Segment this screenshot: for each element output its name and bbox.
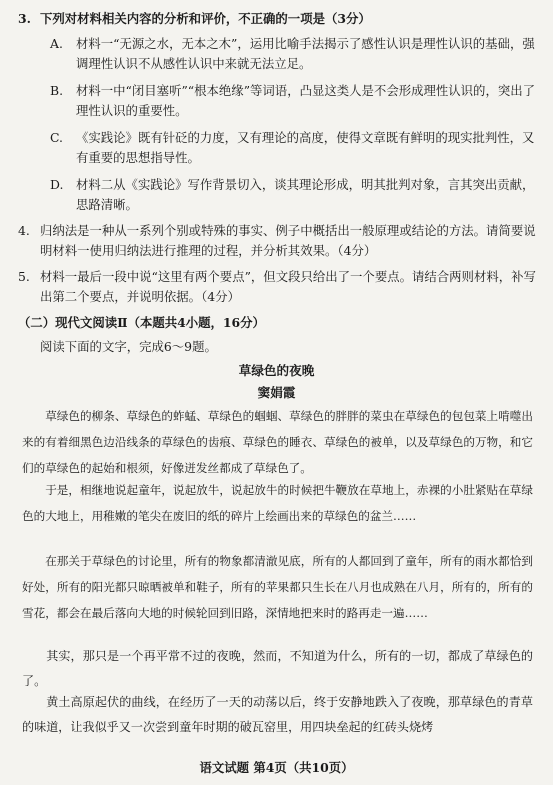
option-letter: B. [50, 83, 64, 98]
question-3-number: 3. [18, 11, 31, 26]
article-paragraph-3: 在那关于草绿色的讨论里，所有的物象都清澈见底，所有的人都回到了童年，所有的雨水都恰到好处，所有的阳光都只晾晒被单和鞋子，所有的苹果都只生长在八月也成熟在八月，所有的，所有的雪花，都会在最后落向大地的时候轮回到旧路，深情地把来时的路再走一遍…… [22, 554, 533, 620]
question-3-option-c [50, 128, 538, 168]
article-paragraph-5: 黄土高原起伏的曲线，在经历了一天的动荡以后，终于安静地跌入了夜晚，那草绿色的青草的味道，让我似乎又一次尝到童年时期的破瓦窑里，用四块垒起的红砖头烧烤 [22, 695, 533, 734]
article-title: 草绿色的夜晚 [238, 363, 315, 378]
question-5-text: 材料一最后一段中说“这里有两个要点”，但文段只给出了一个要点。请结合两则材料，补写出第二个要点，并说明依据。（4分） [40, 269, 536, 304]
question-5 [18, 267, 538, 307]
option-text: 《实践论》既有针砭的力度，又有理论的高度，使得文章既有鲜明的现实批判性，又有重要的思想指导性。 [76, 130, 535, 165]
question-4-text: 归纳法是一种从一系列个别或特殊的事实、例子中概括出一般原理或结论的方法。请简要说明材料一使用归纳法进行推理的过程，并分析其效果。（4分） [40, 223, 536, 258]
option-letter: C. [50, 130, 63, 145]
section-heading: （二）现代文阅读Ⅱ（本题共4小题，16分） [18, 315, 265, 330]
question-3-option-b [50, 81, 538, 121]
article-author: 窦娟霞 [257, 385, 296, 400]
question-4-number: 4. [18, 223, 30, 238]
question-3-option-d [50, 175, 538, 215]
option-letter: A. [50, 36, 63, 51]
option-letter: D. [50, 177, 64, 192]
question-3-option-a [50, 34, 538, 74]
question-3-text: 下列对材料相关内容的分析和评价，不正确的一项是（3分） [40, 11, 371, 26]
option-text: 材料二从《实践论》写作背景切入，谈其理论形成，明其批判对象，言其突出贡献，思路清晰。 [76, 177, 535, 212]
article-paragraph-2: 于是，相继地说起童年，说起放牛，说起放牛的时候把牛鞭放在草地上，赤裸的小肚紧贴在草绿色的大地上，用稚嫩的笔尖在废旧的纸的碎片上绘画出来的草绿色的盆兰…… [22, 483, 533, 523]
reading-instruction: 阅读下面的文字，完成6～9题。 [40, 339, 217, 354]
question-3-stem [18, 9, 538, 29]
question-4 [18, 221, 538, 261]
question-5-number: 5. [18, 269, 30, 284]
option-text: 材料一中“闭目塞听”“根本绝缘”等词语，凸显这类人是不会形成理性认识的，突出了理性认识的重要性。 [76, 83, 536, 118]
article-paragraph-1: 草绿色的柳条、草绿色的蚱蜢、草绿色的蝈蝈、草绿色的胖胖的菜虫在草绿色的包包菜上啃噬出来的有着细黑色边沿线条的草绿色的齿痕、草绿色的睡衣、草绿色的被单，以及草绿色的万物，和它们的草绿色的起始和根须，好像迸发丝都成了草绿色了。 [22, 409, 533, 475]
page-footer: 语文试题 第4页（共10页） [199, 760, 354, 775]
article-paragraph-4: 其实，那只是一个再平常不过的夜晚，然而，不知道为什么，所有的一切，都成了草绿色的了。 [22, 649, 533, 688]
option-text: 材料一“无源之水，无本之木”，运用比喻手法揭示了感性认识是理性认识的基础，强调理性认识不从感性认识中来就无法立足。 [76, 36, 535, 71]
